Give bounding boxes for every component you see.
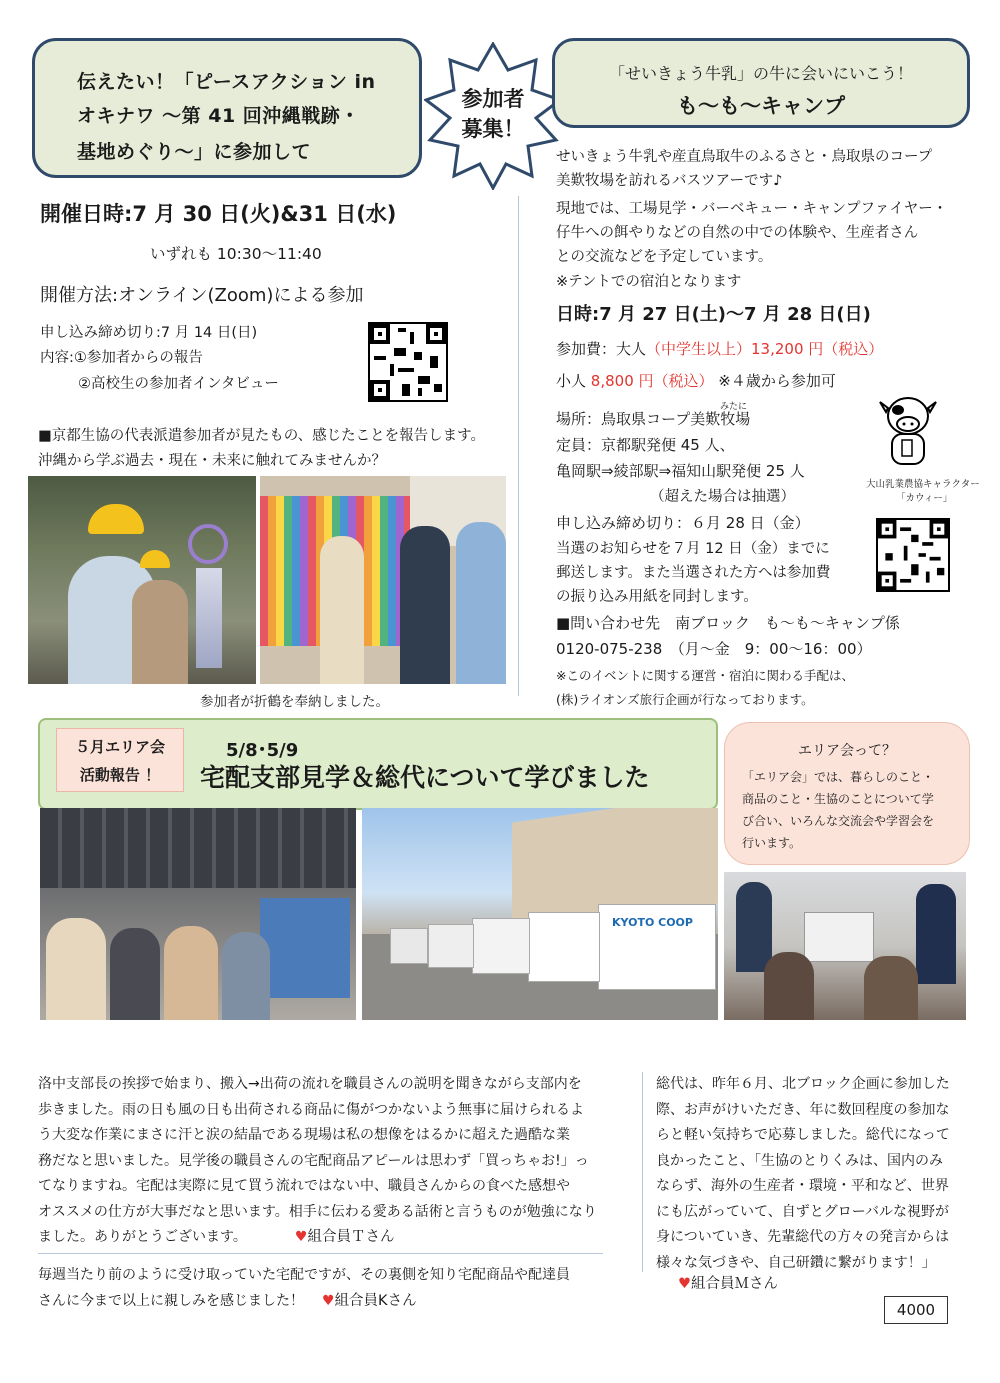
- right-title-sub: 「せいきょう牛乳」の牛に会いにいこう！: [608, 64, 913, 83]
- banner-dates: 5/8･5/9: [226, 740, 299, 761]
- right-intro-line6: ※テントでの宿泊となります: [556, 274, 742, 290]
- right-event-date: 日時:7 月 27 日(土)～7 月 28 日(日): [556, 304, 871, 325]
- photo-delivery-trucks: [362, 808, 718, 1020]
- right-note1: ※このイベントに関する運営・宿泊に関わる手配は、: [556, 668, 854, 683]
- mascot-caption2: 「カウィー」: [896, 493, 953, 504]
- right-capacity1: 定員：京都駅発便 45 人、: [556, 436, 735, 454]
- banner-tag-line1: ５月エリア会: [74, 738, 165, 756]
- credit-member-m: 組合員Ｍさん: [691, 1276, 778, 1292]
- right-intro-line2: 美歎牧場を訪れるバスツアーです♪: [556, 173, 783, 189]
- heart-icon: ♥: [322, 1293, 335, 1309]
- fee-adult: （中学生以上）13,200 円（税込）: [646, 340, 884, 358]
- right-place: 場所：鳥取県コープ美歎牧場: [556, 410, 751, 428]
- left-title-line3: 基地めぐり～」に参加して: [77, 141, 312, 163]
- left-event-desc2: 沖縄から学ぶ過去・現在・未来に触れてみませんか？: [38, 453, 386, 469]
- heart-icon: ♥: [294, 1229, 308, 1245]
- left-event-date: 開催日時:7 月 30 日(火)&31 日(水): [40, 202, 397, 226]
- truck-label: KYOTO COOP: [612, 916, 693, 929]
- report-k-body: 毎週当たり前のように受け取っていた宅配ですが、その裏側を知り宅配商品や配達員 さんに今まで以上に親しみを感じました！ ♥組合員Kさん: [38, 1267, 570, 1309]
- credit-member-t: 組合員Ｔさん: [307, 1229, 395, 1245]
- photo-study-session: [724, 872, 966, 1020]
- qr-pattern-right: [878, 520, 948, 590]
- right-title-main: も～も～キャンプ: [677, 94, 845, 118]
- banner-tag-line2: 活動報告 ！: [79, 766, 161, 784]
- left-event-content2: ②高校生の参加者インタビュー: [78, 376, 279, 392]
- right-fee-child-row: [556, 370, 836, 392]
- left-event-method: 開催方法:オンライン(Zoom)による参加: [40, 285, 364, 306]
- mascot-caption1: 大山乳業農協キャラクター: [866, 479, 980, 490]
- cow-mascot-icon: [876, 390, 940, 470]
- right-notice1: 当選のお知らせを７月 12 日（金）までに: [556, 541, 830, 557]
- right-deadline: 申し込み締め切り：６月 28 日（金）: [556, 514, 810, 532]
- banner-title: 宅配支部見学＆総代について学びました: [200, 763, 650, 792]
- divider-horizontal: [38, 1253, 603, 1254]
- event-title-box-right: [552, 38, 970, 128]
- area-box-title: エリア会って？: [798, 743, 896, 759]
- event-title-box-left: [32, 38, 422, 178]
- right-phone: 0120-075-238 （月～金 9：00～16：00）: [556, 640, 872, 658]
- right-fee-adult-row: [556, 338, 883, 360]
- right-notice2: 郵送します。また当選された方へは参加費: [556, 565, 831, 581]
- right-capacity3: （超えた場合は抽選）: [650, 489, 795, 505]
- qr-pattern-left: [370, 324, 446, 400]
- credit-member-k: 組合員Kさん: [334, 1293, 417, 1309]
- left-title-line1: 伝えたい！「ピースアクション in: [77, 71, 376, 93]
- left-event-content1: 内容:①参加者からの報告: [40, 350, 203, 366]
- banner-tag: [56, 728, 184, 792]
- left-event-deadline: 申し込み締め切り:7 月 14 日(日): [40, 325, 258, 341]
- photo-warehouse-tour: [40, 808, 356, 1020]
- right-intro-line3: 現地では、工場見学・バーベキュー・キャンプファイヤー・: [556, 201, 948, 217]
- left-event-desc1: ■京都生協の代表派遣参加者が見たもの、感じたことを報告します。: [38, 428, 485, 444]
- fee-label: 参加費：大人: [556, 340, 647, 358]
- right-intro-line1: せいきょう牛乳や産直鳥取牛のふるさと・鳥取県のコープ: [556, 149, 933, 165]
- right-intro-line5: との交流などを予定しています。: [556, 249, 773, 265]
- photo-cave-visit: [28, 476, 256, 684]
- right-intro-line4: 仔牛への餌やりなどの自然の中での体験や、生産者さん: [556, 225, 919, 241]
- right-contact: ■問い合わせ先 南ブロック も～も～キャンプ係: [556, 614, 900, 632]
- right-capacity2: 亀岡駅⇒綾部駅⇒福知山駅発便 25 人: [556, 462, 805, 480]
- right-note2: (株)ライオンズ旅行企画が行なっております。: [556, 692, 814, 707]
- qr-code-right[interactable]: [876, 518, 950, 592]
- right-notice3: の振り込み用紙を同封します。: [556, 589, 758, 605]
- left-photo-caption: 参加者が折鶴を奉納しました。: [200, 694, 389, 710]
- qr-code-left[interactable]: [368, 322, 448, 402]
- left-title-line2: オキナワ ～第 41 回沖縄戦跡・: [77, 105, 360, 127]
- place-ruby: みたに: [720, 402, 748, 412]
- page-number: 4000: [884, 1296, 948, 1324]
- fee-child: 8,800 円（税込）: [590, 372, 714, 390]
- credit-member-m-row: [678, 1272, 778, 1293]
- report-right-body: 総代は、昨年６月、北ブロック企画に参加した 際、お声がけいただき、年に数回程度の参加な らと軽い気持ちで応募しました。総代になって 良かったこと、「生協のとりくみは、国内のみ ならず、海外の生産者・環境・平和など、世界 にも広がっていて、自ずとグローバルな視野が 身についていき、先輩総代の方々の発言からは 様々な気づきや、自己研鑽に繋がります！」: [656, 1076, 950, 1271]
- area-box-body: 「エリア会」では、暮らしのこと・ 商品のこと・生協のことについて学 び合い、いろんな交流会や学習会を 行います。: [742, 770, 935, 850]
- divider-vertical: [642, 1072, 643, 1272]
- star-badge-text: 参加者 募集！: [461, 87, 525, 141]
- photo-origami-cranes: [260, 476, 506, 684]
- fee-child-label: 小人: [556, 372, 587, 390]
- heart-icon: ♥: [678, 1276, 691, 1292]
- fee-child-note: ※４歳から参加可: [718, 372, 836, 390]
- left-event-time: いずれも 10:30～11:40: [150, 245, 322, 263]
- report-left-body: 洛中支部長の挨拶で始まり、搬入→出荷の流れを職員さんの説明を聞きながら支部内を 歩きました。雨の日も風の日も出荷される商品に傷がつかないよう無事に届けられるよ う大変な作業にまさに汗と涙の結晶である現場は私の想像をはるかに超えた過酷な業 務だなと思いました。見学後の職員さんの宅配商品アピールは思わず「買っちゃお!」っ てなりますね。宅配は実際に見て買う流れではない中、職員さんからの食べた感想や オススメの仕方が大事だなと思います。相手に伝わる愛ある話術と言うものが勉強になり ました。ありがとうございます。 ♥組合員Ｔさん: [38, 1076, 597, 1245]
- column-divider: [518, 196, 519, 696]
